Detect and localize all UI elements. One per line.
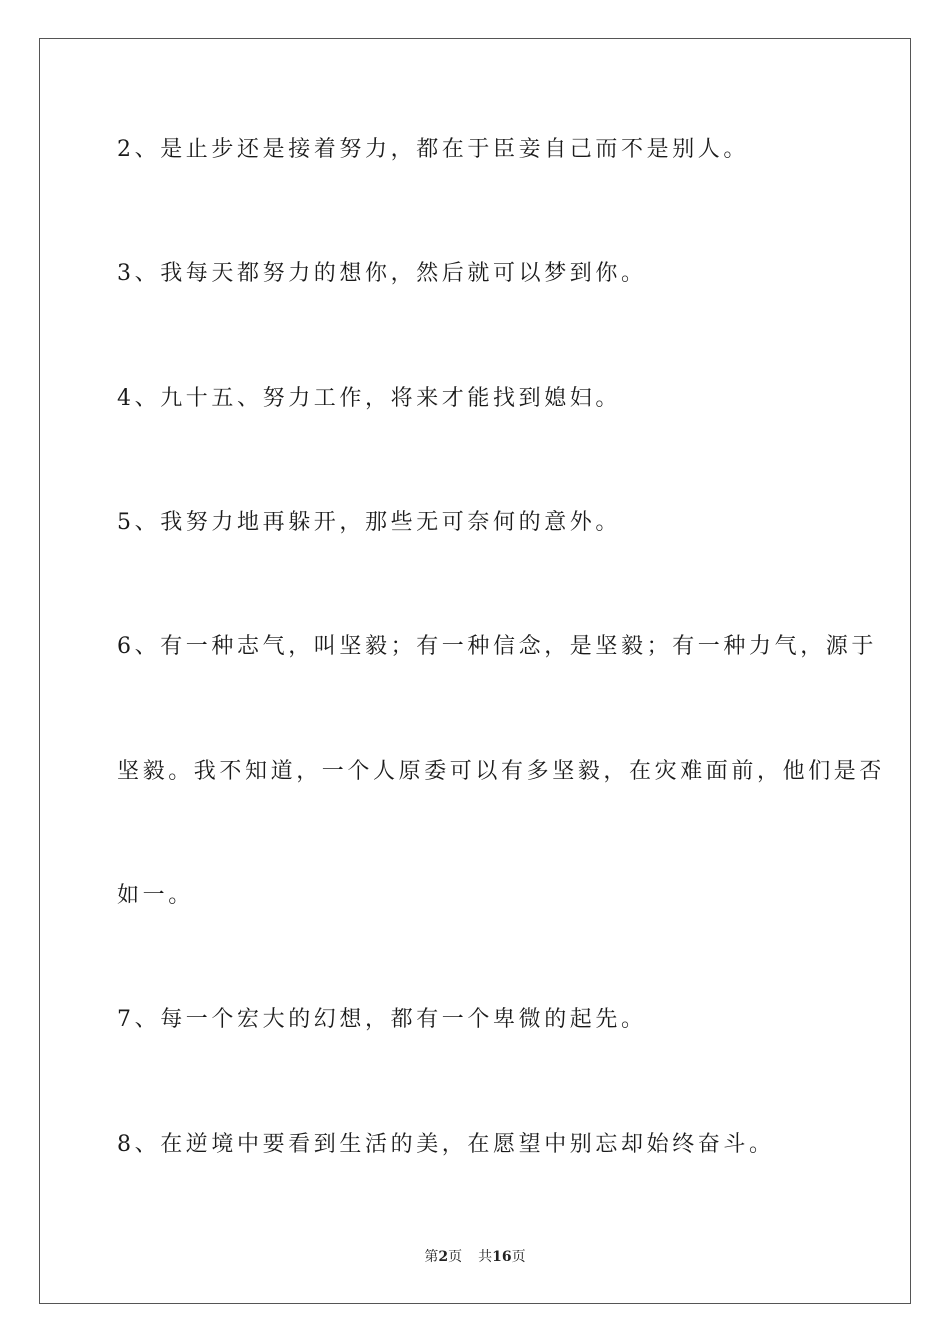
footer-total-prefix: 共 [478, 1249, 493, 1265]
text-line-8: 7、每一个宏大的幻想，都有一个卑微的起先。 [117, 1007, 647, 1032]
text-line-3: 4、九十五、努力工作，将来才能找到媳妇。 [117, 386, 621, 411]
footer-page-prefix: 第 [424, 1249, 439, 1265]
footer-page-suffix: 页 [448, 1249, 463, 1265]
page-footer [0, 1247, 950, 1267]
text-line-2: 3、我每天都努力的想你，然后就可以梦到你。 [117, 261, 647, 286]
text-line-7: 如一。 [117, 883, 194, 908]
footer-page-number: 2 [438, 1249, 449, 1265]
footer-total-number: 16 [492, 1249, 512, 1265]
text-line-9: 8、在逆境中要看到生活的美，在愿望中别忘却始终奋斗。 [117, 1132, 775, 1157]
page-frame [39, 38, 911, 1304]
text-line-6: 坚毅。我不知道，一个人原委可以有多坚毅，在灾难面前，他们是否 [117, 759, 886, 784]
text-line-5: 6、有一种志气，叫坚毅；有一种信念，是坚毅；有一种力气，源于 [117, 634, 877, 659]
footer-total-suffix: 页 [511, 1249, 526, 1265]
text-line-4: 5、我努力地再躲开，那些无可奈何的意外。 [117, 510, 621, 535]
text-line-1: 2、是止步还是接着努力，都在于臣妾自己而不是别人。 [117, 137, 749, 162]
